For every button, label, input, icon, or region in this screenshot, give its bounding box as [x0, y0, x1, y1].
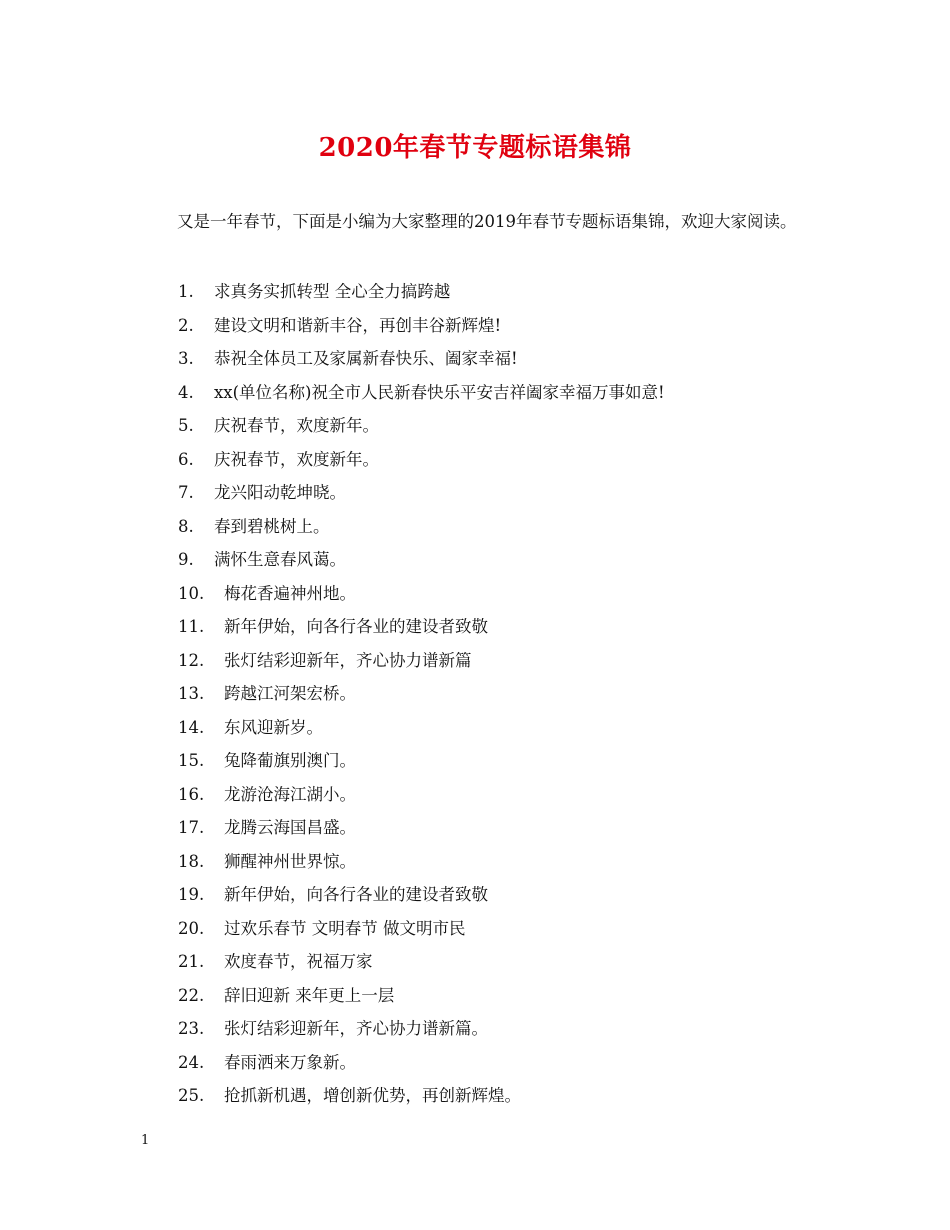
list-item-text: 新年伊始，向各行各业的建设者致敬 [224, 885, 488, 904]
list-item-number: 13. [178, 684, 205, 703]
list-item-number: 22. [178, 985, 205, 1005]
list-item-text: 龙兴阳动乾坤晓。 [214, 483, 346, 502]
list-item [0, 476, 950, 510]
list-item [0, 811, 950, 845]
list-item-text: xx(单位名称)祝全市人民新春快乐平安吉祥阖家幸福万事如意! [214, 382, 665, 402]
list-item [0, 945, 950, 979]
list-item-text: 庆祝春节，欢度新年。 [214, 416, 379, 435]
intro-paragraph: 又是一年春节，下面是小编为大家整理的2019年春节专题标语集锦，欢迎大家阅读。 [177, 212, 797, 231]
list-item [0, 443, 950, 477]
list-item-number: 10. [178, 583, 205, 603]
list-item-number: 6. [178, 449, 194, 469]
list-item-number: 17. [178, 818, 205, 837]
list-item-text: 新年伊始，向各行各业的建设者致敬 [224, 617, 488, 636]
list-item-number: 16. [178, 784, 205, 804]
list-item [0, 711, 950, 745]
list-item [0, 1079, 950, 1113]
list-item-text: 建设文明和谐新丰谷，再创丰谷新辉煌! [214, 315, 502, 335]
list-item [0, 409, 950, 443]
list-item-number: 7. [178, 483, 194, 502]
list-item-text: 辞旧迎新 来年更上一层 [224, 985, 395, 1005]
list-item-text: 春到碧桃树上。 [214, 516, 330, 536]
list-item [0, 744, 950, 778]
list-item-number: 12. [178, 650, 205, 670]
list-item [0, 610, 950, 644]
list-item-number: 3. [178, 349, 194, 368]
list-item-number: 24. [178, 1052, 205, 1072]
list-item [0, 342, 950, 376]
list-item [0, 778, 950, 812]
list-item-text: 欢度春节，祝福万家 [224, 952, 373, 971]
list-item-text: 过欢乐春节 文明春节 做文明市民 [224, 918, 466, 938]
list-item [0, 1046, 950, 1080]
list-item-text: 抢抓新机遇，增创新优势，再创新辉煌。 [224, 1086, 521, 1105]
list-item-number: 15. [178, 751, 205, 770]
list-item-number: 11. [178, 617, 205, 636]
list-item-text: 满怀生意春风蔼。 [214, 550, 346, 569]
list-item-number: 5. [178, 416, 194, 435]
list-item [0, 376, 950, 410]
list-item-number: 1. [178, 282, 194, 301]
list-item-text: 龙腾云海国昌盛。 [224, 818, 356, 837]
list-item-text: 兔降葡旗别澳门。 [224, 751, 356, 770]
list-item-text: 张灯结彩迎新年，齐心协力谱新篇 [224, 650, 472, 670]
list-item [0, 845, 950, 879]
list-item [0, 644, 950, 678]
list-item [0, 309, 950, 343]
list-item-text: 梅花香遍神州地。 [224, 583, 356, 603]
list-item-number: 4. [178, 382, 194, 402]
list-item [0, 912, 950, 946]
list-item-number: 8. [178, 516, 194, 536]
list-item-text: 龙游沧海江湖小。 [224, 784, 356, 804]
list-item-number: 25. [178, 1086, 205, 1105]
list-item [0, 577, 950, 611]
list-item [0, 543, 950, 577]
page-number: 1 [141, 1133, 150, 1148]
list-item-text: 张灯结彩迎新年，齐心协力谱新篇。 [224, 1019, 488, 1038]
list-item-number: 9. [178, 550, 194, 569]
list-item-number: 23. [178, 1019, 205, 1038]
list-item [0, 510, 950, 544]
list-item-number: 2. [178, 315, 194, 335]
list-item-text: 狮醒神州世界惊。 [224, 851, 356, 871]
list-item-text: 跨越江河架宏桥。 [224, 684, 356, 703]
slogan-list [0, 275, 950, 1113]
list-item-text: 东风迎新岁。 [224, 717, 323, 737]
list-item-number: 21. [178, 952, 205, 971]
list-item-text: 求真务实抓转型 全心全力搞跨越 [214, 282, 451, 301]
list-item-text: 恭祝全体员工及家属新春快乐、阖家幸福! [214, 349, 518, 368]
list-item-number: 18. [178, 851, 205, 871]
list-item [0, 979, 950, 1013]
list-item-text: 庆祝春节，欢度新年。 [214, 449, 379, 469]
list-item-text: 春雨洒来万象新。 [224, 1052, 356, 1072]
list-item [0, 677, 950, 711]
list-item [0, 878, 950, 912]
list-item-number: 14. [178, 717, 205, 737]
list-item [0, 275, 950, 309]
list-item-number: 20. [178, 918, 205, 938]
list-item-number: 19. [178, 885, 205, 904]
document-title: 2020年春节专题标语集锦 [318, 133, 632, 163]
list-item [0, 1012, 950, 1046]
